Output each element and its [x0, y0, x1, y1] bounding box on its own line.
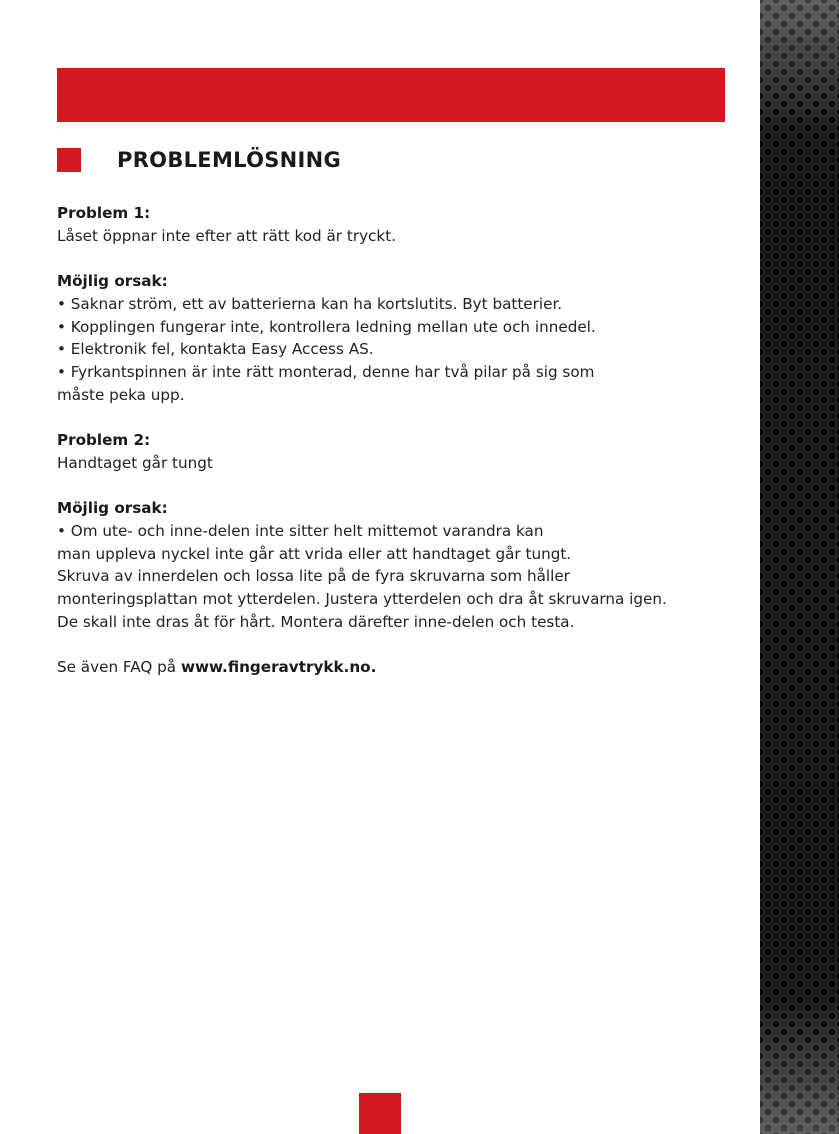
problem-2-label: Problem 2: [57, 431, 151, 449]
cause-2-line: man uppleva nyckel inte går att vrida eller att handtaget går tungt. [57, 544, 572, 563]
cause-1-line: måste peka upp. [57, 385, 185, 404]
problem-1-label: Problem 1: [57, 204, 151, 222]
cause-1-line: • Fyrkantspinnen är inte rätt monterad, denne har två pilar på sig som [57, 362, 595, 381]
problem-1-text: Låset öppnar inte efter att rätt kod är tryckt. [57, 226, 396, 245]
cause-1-line: • Kopplingen fungerar inte, kontrollera ledning mellan ute och innedel. [57, 317, 596, 336]
page-title: PROBLEMLÖSNING [117, 148, 342, 172]
cause-1-label: Möjlig orsak: [57, 272, 168, 291]
perforated-metal-side-panel [760, 0, 839, 1134]
cause-2-line: Skruva av innerdelen och lossa lite på de fyra skruvarna som håller [57, 567, 570, 586]
faq-line [57, 656, 747, 679]
troubleshooting-content [57, 202, 747, 679]
heading-marker-square [57, 148, 81, 172]
cause-1-line: • Saknar ström, ett av batterierna kan ha kortslutits. Byt batterier. [57, 294, 563, 313]
cause-2-line: De skall inte dras åt för hårt. Montera därefter inne-delen och testa. [57, 612, 575, 631]
faq-link[interactable]: www.fingeravtrykk.no. [180, 658, 377, 676]
cause-1-line: • Elektronik fel, kontakta Easy Access AS. [57, 340, 374, 359]
cause-2-line: monteringsplattan mot ytterdelen. Justera ytterdelen och dra åt skruvarna igen. [57, 589, 667, 608]
page-footer-marker [359, 1093, 401, 1134]
header-accent-bar [57, 68, 725, 122]
section-heading [57, 147, 341, 173]
cause-2-label: Möjlig orsak: [57, 499, 168, 518]
faq-prefix: Se även FAQ på [57, 658, 181, 676]
cause-2-line: • Om ute- och inne-delen inte sitter helt mittemot varandra kan [57, 521, 544, 540]
problem-2-text: Handtaget går tungt [57, 453, 213, 472]
